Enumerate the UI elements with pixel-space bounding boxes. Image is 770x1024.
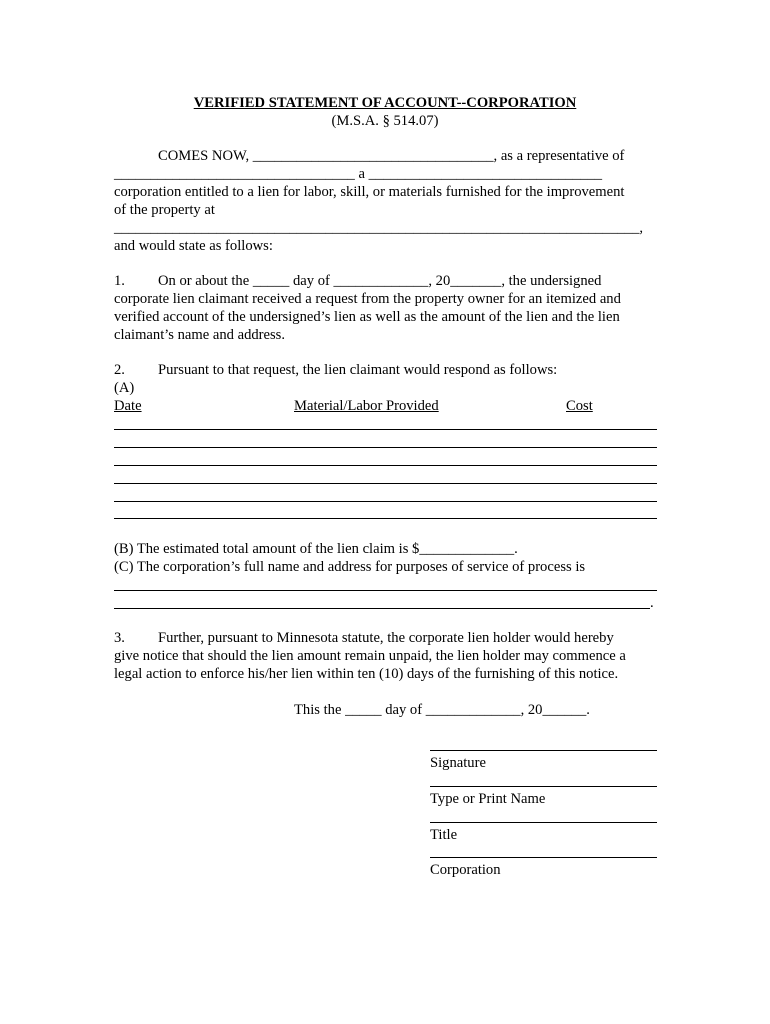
- account-entry-line: [114, 429, 657, 430]
- corporation-label: Corporation: [430, 862, 501, 878]
- para3-line-3: legal action to enforce his/her lien within ten (10) days of the furnishing of this notice.: [114, 666, 619, 682]
- corporation-line: [430, 857, 657, 858]
- intro-line-1: COMES NOW, _________________________________, as a representative of: [158, 148, 625, 164]
- intro-line-2: _________________________________ a ________________________________: [114, 166, 603, 182]
- para2-number: 2.: [114, 362, 125, 378]
- title-label: Title: [430, 827, 458, 843]
- para1-number: 1.: [114, 273, 125, 289]
- service-address-blank: [114, 608, 650, 609]
- statute-reference: (M.S.A. § 514.07): [331, 113, 439, 129]
- lien-amount-line: (B) The estimated total amount of the lien claim is $_____________.: [114, 541, 518, 557]
- property-address-line: ________________________________________________________________________,: [114, 220, 644, 236]
- signature-line: [430, 750, 657, 751]
- document-title: VERIFIED STATEMENT OF ACCOUNT--CORPORATION: [193, 95, 577, 111]
- intro-line-4: of the property at: [114, 202, 215, 218]
- column-header-cost: Cost: [566, 398, 593, 414]
- service-address-period: .: [650, 595, 654, 611]
- print-name-label: Type or Print Name: [430, 791, 546, 807]
- service-address-line: (C) The corporation’s full name and address for purposes of service of process is: [114, 559, 586, 575]
- intro-line-6: and would state as follows:: [114, 238, 273, 254]
- account-entry-line: [114, 483, 657, 484]
- para3-line-1: Further, pursuant to Minnesota statute, the corporate lien holder would hereby: [158, 630, 614, 646]
- intro-line-3: corporation entitled to a lien for labor, skill, or materials furnished for the improvement: [114, 184, 625, 200]
- para1-line-4: claimant’s name and address.: [114, 327, 286, 343]
- sub-a-label: (A): [114, 380, 135, 396]
- service-address-blank: [114, 590, 657, 591]
- column-header-material: Material/Labor Provided: [294, 398, 439, 414]
- para1-line-3: verified account of the undersigned’s lien as well as the amount of the lien and the lien: [114, 309, 620, 325]
- para2-line-1: Pursuant to that request, the lien claimant would respond as follows:: [158, 362, 558, 378]
- signature-label: Signature: [430, 755, 486, 771]
- account-entry-line: [114, 501, 657, 502]
- account-entry-line: [114, 518, 657, 519]
- para3-number: 3.: [114, 630, 125, 646]
- account-entry-line: [114, 465, 657, 466]
- para1-line-2: corporate lien claimant received a request from the property owner for an itemized and: [114, 291, 621, 307]
- account-entry-line: [114, 447, 657, 448]
- dated-line: This the _____ day of _____________, 20______.: [294, 702, 590, 718]
- print-name-line: [430, 786, 657, 787]
- para3-line-2: give notice that should the lien amount remain unpaid, the lien holder may commence a: [114, 648, 626, 664]
- para1-line-1: On or about the _____ day of _____________, 20_______, the undersigned: [158, 273, 602, 289]
- column-header-date: Date: [114, 398, 142, 414]
- title-line: [430, 822, 657, 823]
